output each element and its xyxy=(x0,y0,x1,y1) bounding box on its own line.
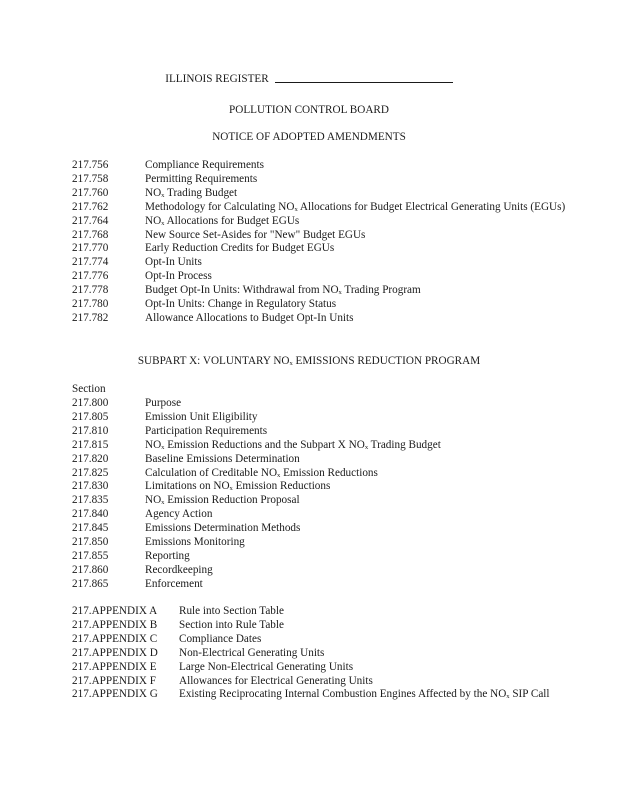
appendix-title: Section into Rule Table xyxy=(179,618,284,631)
section-title: Budget Opt-In Units: Withdrawal from NOₓ Trading Program xyxy=(145,284,421,297)
appendix-title: Rule into Section Table xyxy=(179,605,284,617)
appendix-number: 217.APPENDIX G xyxy=(72,688,158,701)
section-number: 217.764 xyxy=(72,214,109,227)
section-title: NOₓ Trading Budget xyxy=(145,186,238,199)
appendix-number: 217.APPENDIX C xyxy=(72,632,158,645)
list-item xyxy=(72,298,592,312)
section-number: 217.778 xyxy=(72,284,109,297)
register-blank-line xyxy=(275,82,453,83)
section-title: Opt-In Process xyxy=(145,270,212,283)
appendix-list xyxy=(72,605,592,702)
section-number: 217.835 xyxy=(72,494,109,507)
list-item xyxy=(72,242,592,256)
list-item xyxy=(72,187,592,201)
appendix-number: 217.APPENDIX B xyxy=(72,618,158,631)
subpart-heading: SUBPART X: VOLUNTARY NOₓ EMISSIONS REDUCTION PROGRAM xyxy=(137,355,481,367)
appendix-title: Large Non-Electrical Generating Units xyxy=(179,660,354,673)
section-number: 217.830 xyxy=(72,480,109,493)
section-title: Baseline Emissions Determination xyxy=(145,452,300,465)
list-item xyxy=(72,425,592,439)
section-title: Participation Requirements xyxy=(145,424,268,437)
section-title: Agency Action xyxy=(145,508,213,521)
list-item xyxy=(72,229,592,243)
section-title: Enforcement xyxy=(145,577,203,590)
section-title: Emissions Determination Methods xyxy=(145,522,301,535)
list-item xyxy=(72,411,592,425)
section-number: 217.776 xyxy=(72,270,109,283)
section-title: Emissions Monitoring xyxy=(145,536,245,549)
section-title: Recordkeeping xyxy=(145,563,213,576)
section-number: 217.810 xyxy=(72,424,109,437)
list-item xyxy=(72,270,592,284)
section-title: Permitting Requirements xyxy=(145,172,258,185)
appendix-title: Compliance Dates xyxy=(179,632,262,645)
appendix-number: 217.APPENDIX A xyxy=(72,605,158,617)
list-item xyxy=(72,688,592,702)
section-title: Emission Unit Eligibility xyxy=(145,410,258,423)
section-title: Compliance Requirements xyxy=(145,159,264,171)
section-number: 217.760 xyxy=(72,186,109,199)
section-title: Limitations on NOₓ Emission Reductions xyxy=(145,480,331,493)
list-item xyxy=(72,536,592,550)
section-number: 217.845 xyxy=(72,522,109,535)
appendix-number: 217.APPENDIX F xyxy=(72,674,156,687)
section-number: 217.815 xyxy=(72,438,109,451)
list-item xyxy=(72,284,592,298)
list-item xyxy=(72,312,592,326)
section-title: Allowance Allocations to Budget Opt-In Units xyxy=(145,311,354,324)
section-number: 217.860 xyxy=(72,563,109,576)
list-item xyxy=(72,439,592,453)
list-item xyxy=(72,675,592,689)
section-title: Opt-In Units xyxy=(145,256,202,269)
list-item xyxy=(72,256,592,270)
register-title: ILLINOIS REGISTER xyxy=(165,73,269,85)
list-item xyxy=(72,564,592,578)
list-item xyxy=(72,619,592,633)
section-title: NOₓ Emission Reduction Proposal xyxy=(145,494,300,507)
notice-title: NOTICE OF ADOPTED AMENDMENTS xyxy=(212,131,406,143)
list-item xyxy=(72,661,592,675)
list-item xyxy=(72,494,592,508)
section-label: Section xyxy=(72,383,106,395)
section-list-subpart-w xyxy=(72,159,592,326)
list-item xyxy=(72,647,592,661)
section-number: 217.762 xyxy=(72,200,109,213)
appendix-title: Non-Electrical Generating Units xyxy=(179,646,325,659)
list-item xyxy=(72,480,592,494)
section-number: 217.865 xyxy=(72,577,109,590)
register-header xyxy=(0,73,618,87)
section-title: NOₓ Allocations for Budget EGUs xyxy=(145,214,300,227)
appendix-number: 217.APPENDIX E xyxy=(72,660,157,673)
appendix-title: Existing Reciprocating Internal Combustion Engines Affected by the NOₓ SIP Call xyxy=(179,688,550,701)
list-item xyxy=(72,633,592,647)
section-number: 217.758 xyxy=(72,172,109,185)
section-number: 217.805 xyxy=(72,410,109,423)
list-item xyxy=(72,173,592,187)
section-number: 217.825 xyxy=(72,466,109,479)
board-title: POLLUTION CONTROL BOARD xyxy=(229,104,389,116)
section-title: NOₓ Emission Reductions and the Subpart X NOₓ Trading Budget xyxy=(145,438,441,451)
section-title: Methodology for Calculating NOₓ Allocations for Budget Electrical Generating Units (EGUs) xyxy=(145,200,566,213)
section-number: 217.768 xyxy=(72,228,109,241)
section-number: 217.756 xyxy=(72,159,109,171)
list-item xyxy=(72,453,592,467)
list-item xyxy=(72,215,592,229)
section-number: 217.840 xyxy=(72,508,109,521)
list-item xyxy=(72,578,592,592)
section-number: 217.820 xyxy=(72,452,109,465)
list-item xyxy=(72,522,592,536)
section-title: Opt-In Units: Change in Regulatory Status xyxy=(145,298,337,311)
section-title: Calculation of Creditable NOₓ Emission Reductions xyxy=(145,466,378,479)
section-number: 217.780 xyxy=(72,298,109,311)
list-item xyxy=(72,508,592,522)
section-number: 217.782 xyxy=(72,311,109,324)
list-item xyxy=(72,550,592,564)
section-number: 217.855 xyxy=(72,549,109,562)
list-item xyxy=(72,467,592,481)
section-title: New Source Set-Asides for "New" Budget EGUs xyxy=(145,228,366,241)
appendix-title: Allowances for Electrical Generating Units xyxy=(179,674,373,687)
section-number: 217.850 xyxy=(72,536,109,549)
section-title: Early Reduction Credits for Budget EGUs xyxy=(145,242,335,255)
list-item xyxy=(72,159,592,173)
section-number: 217.800 xyxy=(72,397,109,409)
section-number: 217.774 xyxy=(72,256,109,269)
list-item xyxy=(72,605,592,619)
section-list-subpart-x xyxy=(72,397,592,592)
appendix-number: 217.APPENDIX D xyxy=(72,646,158,659)
list-item xyxy=(72,201,592,215)
section-title: Reporting xyxy=(145,549,190,562)
section-title: Purpose xyxy=(145,397,182,409)
list-item xyxy=(72,397,592,411)
section-number: 217.770 xyxy=(72,242,109,255)
